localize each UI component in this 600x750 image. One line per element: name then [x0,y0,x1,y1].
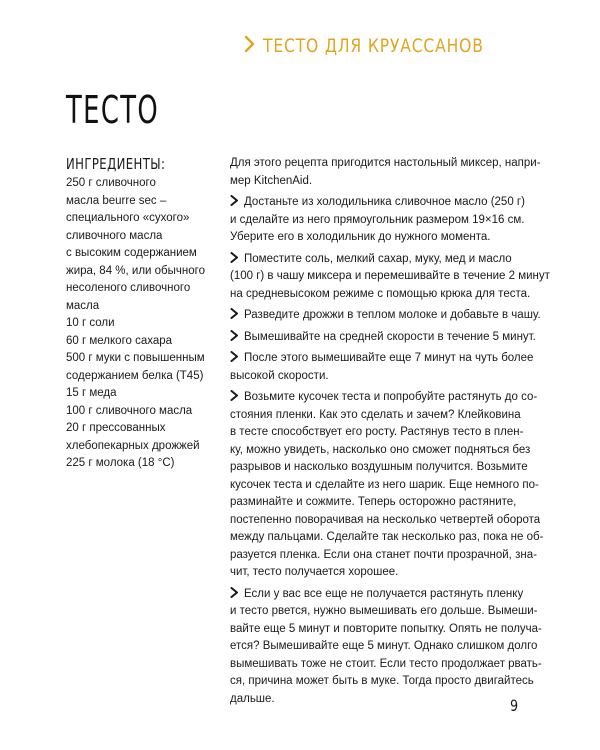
ingredient-line: 15 г меда [66,387,117,399]
step-line: Уберите его в холодильник до нужного момента. [230,231,491,243]
ingredient-item [66,420,221,455]
ingredient-line: 10 г соли [66,317,115,329]
page-title: ТЕСТО [66,88,160,132]
step-line: на средневысоком режиме с помощью крюка для теста. [230,287,531,300]
step-line: постепенно поворачивая на несколько четвертей оборота [230,513,541,526]
chevron-right-icon [230,330,239,341]
ingredient-item [66,315,221,333]
ingredient-item [66,175,221,315]
recipe-step [230,586,542,709]
ingredient-line: 250 г сливочного [66,177,156,189]
ingredients-list [66,175,221,473]
ingredient-item [66,333,221,351]
intro-paragraph [230,155,541,190]
step-line: После этого вымешивайте еще 7 минут на чуть более [244,352,534,364]
recipe-instructions [230,155,550,712]
ingredient-line: 20 г прессованных [66,422,166,434]
step-line: Возьмите кусочек теста и попробуйте растянуть до со- [244,391,538,403]
step-line: дальше. [230,692,275,705]
step-line: и тесто рвется, нужно вымешивать его дольше. Вымеши- [230,605,538,617]
step-line: вымешивать тоже не стоит. Если тесто продолжает рвать- [230,657,542,670]
ingredients-section [66,155,221,473]
ingredient-line: сливочного масла [66,229,163,242]
chevron-right-icon [230,308,239,319]
step-line: Достаньте из холодильника сливочное масло (250 г) [244,196,525,208]
step-line: Вымешивайте на средней скорости в течение 5 минут. [244,330,536,343]
recipe-step [230,251,550,304]
steps-list [230,194,550,708]
step-line: высокой скорости. [230,369,329,382]
step-line: ку, можно увидеть, насколько оно сможет подняться без [230,443,531,456]
chevron-right-icon [230,252,239,263]
running-header [244,35,532,57]
step-line: Поместите соль, мелкий сахар, муку, мед и масло [244,252,512,265]
step-line: (100 г) в чашу миксера и перемешивайте в течение 2 минут [230,270,550,282]
ingredient-line: хлебопекарных дрожжей [66,439,200,452]
ingredient-line: несоленого сливочного [66,282,191,294]
ingredient-line: 500 г муки с повышенным [66,352,205,364]
ingredient-line: 100 г сливочного масла [66,404,193,417]
ingredient-item [66,385,221,403]
chevron-right-icon [244,36,255,56]
chevron-right-icon [230,195,239,206]
chevron-right-icon [230,351,239,362]
step-line: стояния пленки. Как это сделать и зачем? Клейковина [230,408,521,421]
ingredients-heading: ИНГРЕДИЕНТЫ: [66,155,166,173]
ingredient-line: содержанием белка (Т45) [66,369,204,382]
ingredient-item [66,350,221,385]
step-line: разминайте и сожмите. Теперь осторожно растяните, [230,496,517,508]
header-title: ТЕСТО ДЛЯ КРУАССАНОВ [262,35,484,57]
step-line: кусочек теста и сделайте из него шарик. Еще немного по- [230,478,539,491]
step-line: Если у вас все еще не получается растянуть пленку [244,587,524,600]
recipe-step [230,389,544,582]
ingredient-line: специального «сухого» [66,212,190,224]
recipe-step [230,350,535,385]
chevron-right-icon [230,587,239,598]
step-line: ется? Вымешивайте еще 5 минут. Однако слишком долго [230,640,538,652]
ingredient-item [66,403,221,421]
chevron-right-icon [230,390,239,401]
ingredient-line: жира, 84 %, или обычного [66,264,205,277]
recipe-step [230,307,541,325]
recipe-step [230,329,535,347]
ingredient-line: 60 г мелкого сахара [66,334,173,347]
step-line: между пальцами. Сделайте так несколько раз, пока не об- [230,531,544,543]
intro-line: мер KitchenAid. [230,174,313,187]
step-line: разрывов и насколько воздушным получится. Возьмите [230,461,528,473]
step-line: разуется пленка. Если она станет почти прозрачной, зна- [230,548,537,561]
recipe-step [230,194,535,247]
ingredient-item [66,455,221,473]
step-line: чит, тесто получается хорошее. [230,566,399,578]
step-line: в тесте способствует его росту. Растянув тесто в плен- [230,426,524,438]
step-line: вайте еще 5 минут и повторите попытку. Опять не получа- [230,622,542,635]
intro-line: Для этого рецепта пригодится настольный миксер, напри- [230,157,541,169]
ingredient-line: масла [66,299,100,312]
page-number: 9 [510,696,519,715]
step-line: и сделайте из него прямоугольник размером 19×16 см. [230,213,525,226]
step-line: Разведите дрожжи в теплом молоке и добавьте в чашу. [244,309,541,321]
ingredient-line: 225 г молока (18 °C) [66,457,175,469]
step-line: ся, причина может быть в муке. Тогда просто двигайтесь [230,675,534,687]
ingredient-line: с высоким содержанием [66,247,197,259]
ingredient-line: масла beurre sec – [66,194,167,207]
